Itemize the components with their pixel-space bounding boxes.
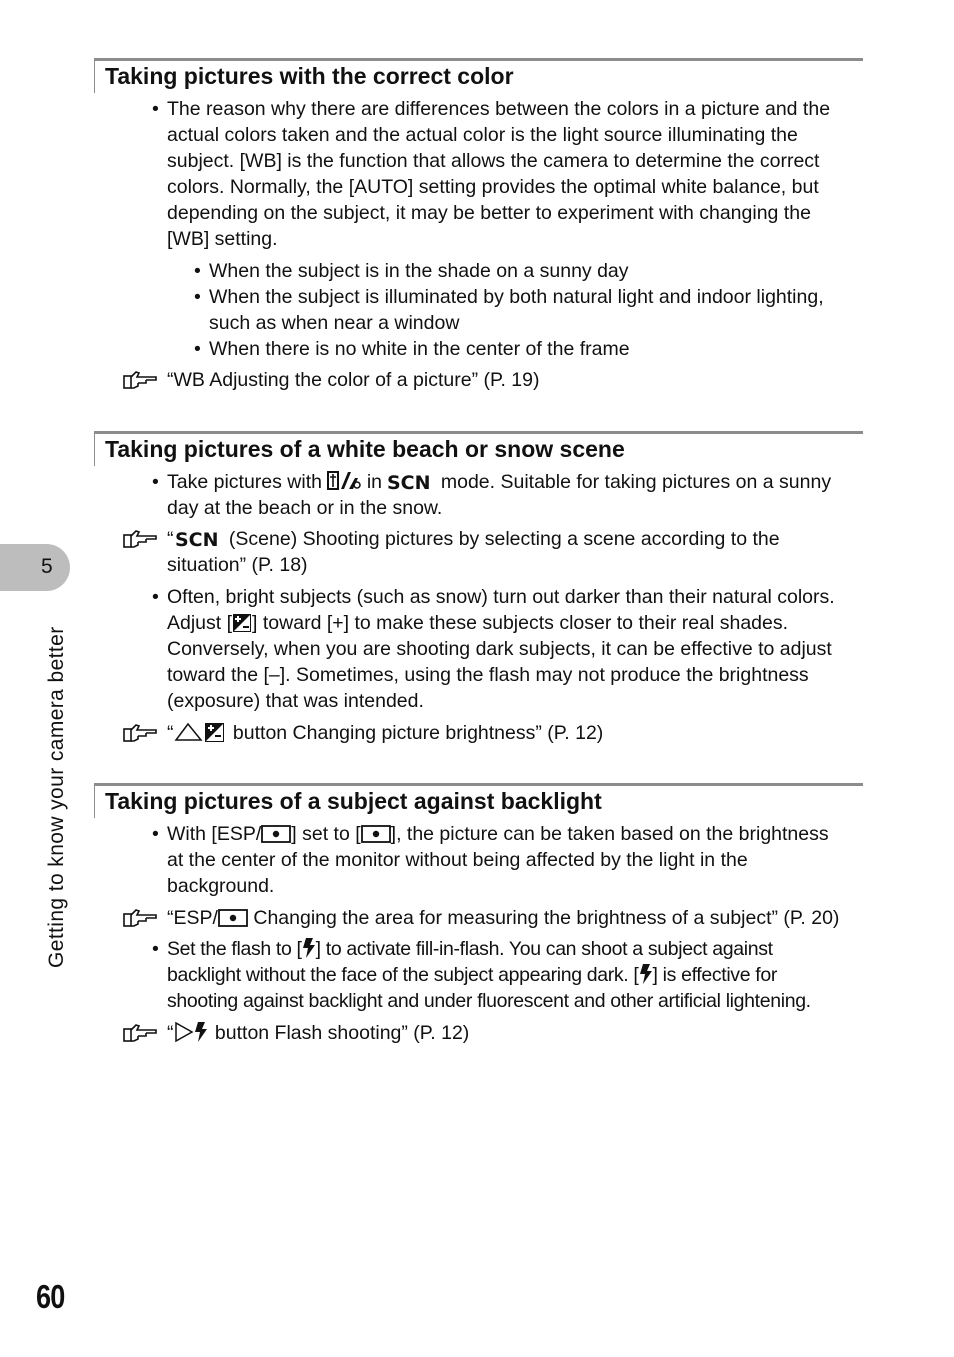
text-line: toward the [–]. Sometimes, using the flash may not produce the brightness [167,664,809,686]
text-line: actual colors taken and the actual color is the light source illuminating the [167,124,798,146]
text-run: ] set to [ [291,823,361,845]
section-title: Taking pictures of a white beach or snow scene [105,436,625,462]
up-exposure-button-icon [174,721,228,743]
text-line: background. [167,875,275,897]
section-beach-snow [94,431,863,466]
pointing-hand-icon [122,368,160,390]
text-line: Conversely, when you are shooting dark subjects, it can be effective to adjust [167,638,832,660]
text-run: “ESP/ [167,907,218,929]
text-run: ] to activate fill-in-flash. You can shoot a subject against [315,938,773,960]
text-line [167,821,862,847]
sub-item: When the subject is in the shade on a sunny day [209,260,629,282]
text-run: With [ESP/ [167,823,262,845]
scn-mode-icon [387,472,435,492]
beach-snow-mode-icon [327,470,361,492]
text-run: button Changing picture brightness” (P. 12) [232,722,604,744]
section-heading [94,431,863,466]
text-run: Adjust [ [167,612,233,634]
pointing-hand-icon [122,721,160,743]
text-line: (exposure) that was intended. [167,690,424,712]
section-backlight [94,783,863,818]
sub-item: such as when near a window [209,312,460,334]
text-line: at the center of the monitor without being affected by the light in the [167,849,748,871]
scn-mode-icon [174,529,224,549]
text-line: day at the beach or in the snow. [167,497,443,519]
bullet: • [152,471,159,493]
text-run: in [366,471,383,493]
text-line [167,962,862,988]
text-line [167,610,862,636]
exposure-compensation-icon [232,613,252,633]
sub-item: When the subject is illuminated by both natural light and indoor lighting, [209,286,824,308]
svg-text:SCN: SCN [174,529,219,549]
section-title: Taking pictures of a subject against backlight [105,788,602,814]
text-run: Changing the area for measuring the brightness of a subject” (P. 20) [253,907,840,929]
cross-reference [167,905,867,931]
page-number: 60 [36,1278,65,1315]
pointing-hand-icon [122,906,160,928]
paragraph-esp [167,821,862,899]
text-run: Take pictures with [167,471,322,493]
right-flash-button-icon [174,1021,210,1043]
text-line [167,936,862,962]
chapter-tab [0,544,70,591]
sub-bullet: • [194,286,201,308]
section-heading [94,58,863,93]
pointing-hand-icon [122,527,160,549]
cross-reference [167,526,867,578]
bullet: • [152,823,159,845]
flash-icon [639,963,653,985]
text-run: mode. Suitable for taking pictures on a sunny [440,471,832,493]
pointing-hand-icon [122,1021,160,1043]
text-run: backlight without the face of the subject appearing dark. [ [167,964,639,986]
paragraph-flash [167,936,862,1014]
bullet: • [152,586,159,608]
flash-icon [302,937,316,959]
text-line: [WB] setting. [167,228,278,250]
text-line: subject. [WB] is the function that allows the camera to determine the correct [167,150,820,172]
text-run: Set the flash to [ [167,938,302,960]
text-run: ], the picture can be taken based on the brightness [390,823,829,845]
sub-item: When there is no white in the center of the frame [209,338,630,360]
text-run: ] toward [+] to make these subjects closer to their real shades. [252,612,789,634]
section-title: Taking pictures with the correct color [105,63,514,89]
chapter-label: Getting to know your camera better [45,626,68,968]
section-correct-color [94,58,863,93]
text-line: depending on the subject, it may be better to experiment with changing the [167,202,811,224]
paragraph-beach [167,469,862,521]
text-run: “ [167,1022,174,1044]
sub-bullet: • [194,338,201,360]
paragraph-exposure [167,584,862,714]
text-line: Often, bright subjects (such as snow) turn out darker than their natural colors. [167,586,835,608]
text-run: “ [167,722,174,744]
text-line: situation” (P. 18) [167,554,308,576]
chapter-number: 5 [41,555,53,578]
bullet: • [152,938,159,960]
text-line: The reason why there are differences between the colors in a picture and the [167,98,831,120]
cross-reference [167,1020,867,1046]
section-heading [94,783,863,818]
sub-bullet: • [194,260,201,282]
text-run: (Scene) Shooting pictures by selecting a scene according to the [228,528,780,550]
cross-reference: “WB Adjusting the color of a picture” (P. 19) [167,369,540,391]
text-run: button Flash shooting” (P. 12) [214,1022,470,1044]
text-run: ] is effective for [652,964,777,986]
cross-reference [167,720,867,746]
text-line [167,526,867,552]
text-line: shooting against backlight and under fluorescent and other artificial lightening. [167,990,811,1012]
spot-metering-icon [218,908,248,928]
paragraph-wb [167,96,862,252]
text-line: colors. Normally, the [AUTO] setting provides the optimal white balance, but [167,176,819,198]
bullet: • [152,98,159,120]
text-run: “ [167,528,174,550]
text-line [167,469,862,495]
svg-text:SCN: SCN [387,472,431,492]
spot-metering-icon [261,824,291,844]
spot-metering-icon [361,824,391,844]
